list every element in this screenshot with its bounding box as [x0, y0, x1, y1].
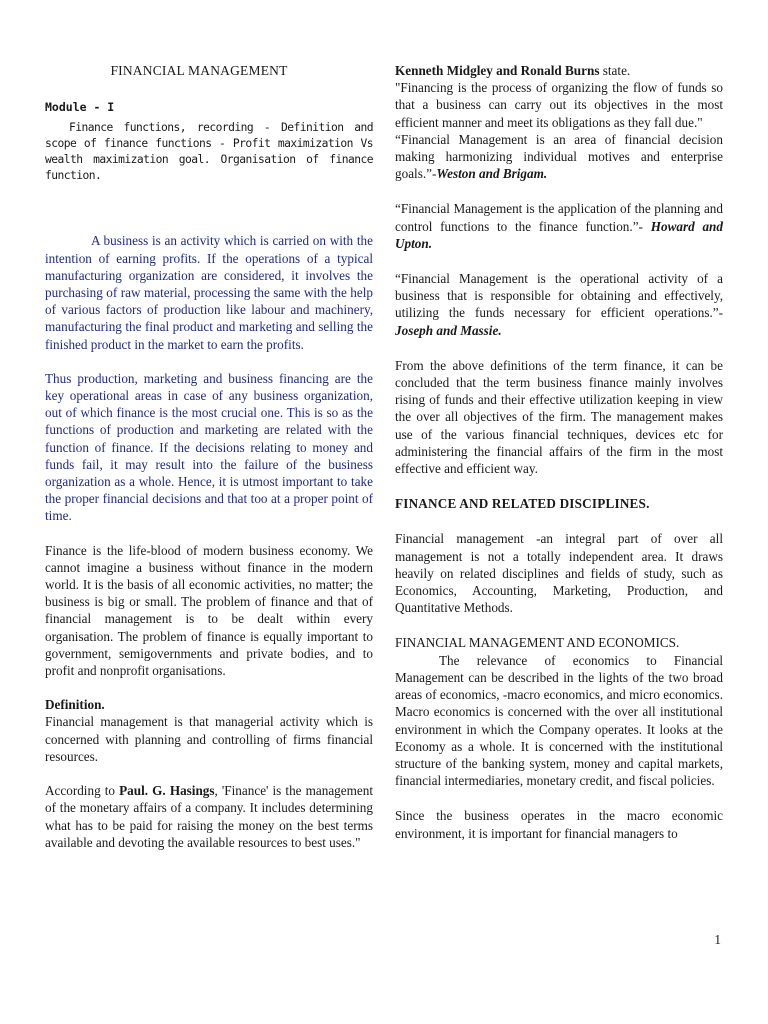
joseph-author: Joseph and Massie.: [395, 322, 502, 338]
howard-author: Howard and Upton.: [395, 218, 723, 251]
joseph-quote-text: “Financial Management is the operational activity of a business that is responsible for obtaining and effectively, utilizing the funds necessary for efficient operations.”-: [395, 271, 723, 321]
howard-quote: [395, 200, 723, 252]
page-number: 1: [714, 932, 721, 947]
paragraph-related-disciplines: Financial management -an integral part of over all management is not a totally independent area. It draws heavily on related disciplines and fields of study, such as Economics, Accounting, Marketing, Production, and Quantitative Methods.: [395, 531, 723, 616]
paragraph-hasings: [45, 782, 373, 851]
midgley-heading-line: [395, 62, 723, 79]
economics-heading: FINANCIAL MANAGEMENT AND ECONOMICS.: [395, 635, 680, 651]
weston-author: Weston and Brigam.: [436, 166, 548, 182]
hasings-name: Paul. G. Hasings: [119, 783, 215, 799]
weston-quote: [395, 131, 723, 183]
definition-text: Financial management is that managerial activity which is concerned with planning and controlling of firms financial resources.: [45, 714, 373, 764]
hasings-post: , 'Finance' is the management of the monetary affairs of a company. It includes determining what has to be paid for raising the money on the best terms available and devoting the available resources to best uses.": [45, 783, 373, 850]
howard-quote-text: “Financial Management is the application of the planning and control functions to the finance function.”-: [395, 201, 723, 234]
module-description: Finance functions, recording - Definition and scope of finance functions - Profit maximization Vs wealth maximization goal. Organisation of finance function.: [45, 121, 373, 183]
joseph-quote: [395, 270, 723, 339]
hasings-pre: According to: [45, 783, 120, 799]
paragraph-macro-environment: Since the business operates in the macro economic environment, it is important for financial managers to: [395, 808, 723, 841]
left-column: [45, 62, 373, 851]
paragraph-economics: The relevance of economics to Financial Management can be described in the lights of the two broad areas of economics, -macro economics, and micro economics. Macro economics is concerned with the over all institutional environment in which the Company operates. It looks at the Economy as a whole. It is concerned with the institutional structure of the banking system, money and capital markets, financial intermediaries, monetary credit, and fiscal policies.: [395, 652, 723, 789]
paragraph-operational-areas: Thus production, marketing and business financing are the key operational areas in case of any business organization, out of which finance is the most crucial one. This is so as the functions of production and marketing are related with the function of finance. If the decisions relating to money and funds fail, it may result into the failure of the business organization as a whole. Hence, it is utmost important to take the proper financial decisions and that too at a proper point of time.: [45, 370, 373, 524]
midgley-name: Kenneth Midgley and Ronald Burns: [395, 63, 600, 78]
related-disciplines-heading: FINANCE AND RELATED DISCIPLINES.: [395, 496, 650, 512]
document-title: FINANCIAL MANAGEMENT: [110, 63, 288, 78]
paragraph-life-blood: Finance is the life-blood of modern business economy. We cannot imagine a business without finance in the modern world. It is the basis of all economic activities, no matter; the business is big or small. The problem of finance and that of financial management is to be dealt within every organisation. The problem of finance is equally important to government, semigovernments and private bodies, and to profit and nonprofit organisations.: [45, 542, 373, 679]
paragraph-conclusion: From the above definitions of the term finance, it can be concluded that the term business finance mainly involves rising of funds and their effective utilization keeping in view the over all objectives of the firm. The management makes use of the various financial techniques, devices etc for administering the financial affairs of the firm in the most effective and efficient way.: [395, 357, 723, 477]
module-label: Module - I: [45, 100, 115, 115]
midgley-quote: "Financing is the process of organizing the flow of funds so that a business can carry out its objectives in the most efficient manner and meet its obligations as they fall due.": [395, 80, 723, 130]
paragraph-business-activity: A business is an activity which is carried on with the intention of earning profits. If the operations of a typical manufacturing organization are considered, it involves the purchasing of raw material, processing the same with the help of various factors of production like labour and machinery, manufacturing the final product and marketing and selling the finished product in the market to earn the profits.: [45, 233, 373, 352]
midgley-state: state.: [599, 63, 631, 78]
weston-quote-text: “Financial Management is an area of financial decision making harmonizing individual motives and enterprise goals.”-: [395, 131, 723, 182]
right-column: [395, 62, 723, 842]
definition-heading: Definition.: [45, 697, 105, 713]
